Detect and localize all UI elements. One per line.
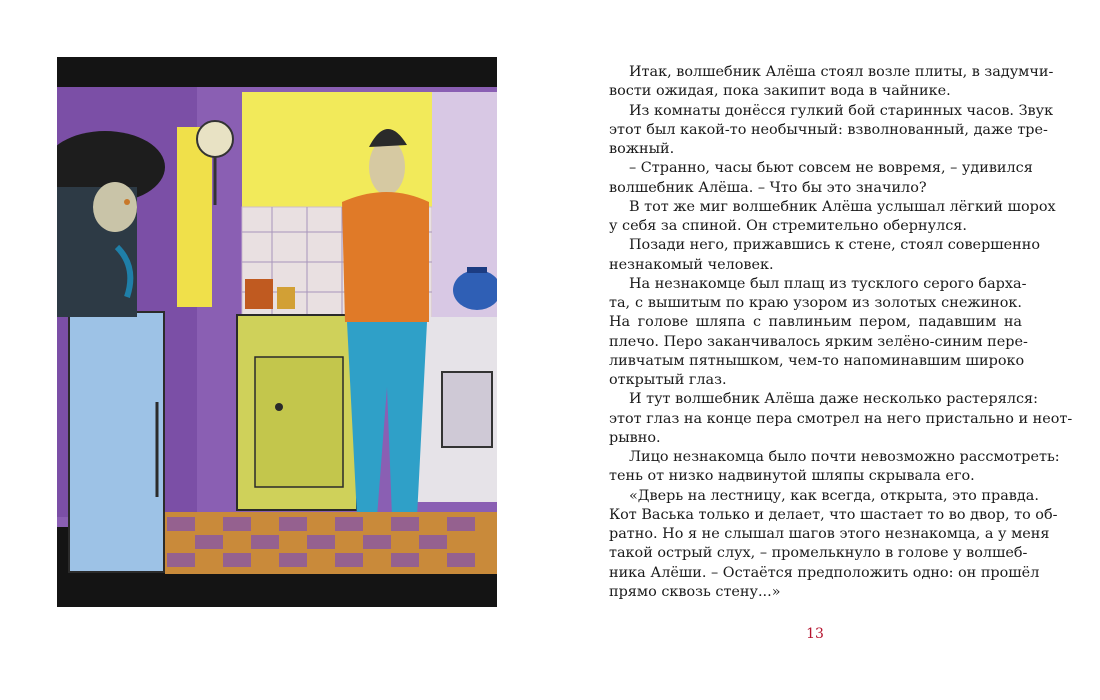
text-line: В тот же миг волшебник Алёша услышал лёгкий шорох: [629, 198, 1056, 215]
text-line: этот глаз на конце пера смотрел на него пристально и неот-: [609, 410, 1073, 427]
text-line: На голове шляпа с павлиньим пером, падавшим на: [609, 314, 1022, 331]
text-line: плечо. Перо заканчивалось ярким зелёно-синим пере-: [609, 333, 1028, 350]
text-line: ратно. Но я не слышал шагов этого незнакомца, а у меня: [609, 526, 1050, 542]
text-line: – Странно, часы бьют совсем не вовремя, – удивился: [629, 160, 1033, 177]
text-line: ливчатым пятнышком, чем-то напоминавшим широко: [609, 352, 1025, 369]
text-line: вости ожидая, пока закипит вода в чайнике.: [609, 83, 951, 100]
kitchen-scene-illustration: [57, 57, 497, 607]
text-line: прямо сквозь стену...»: [609, 583, 781, 600]
text-line: тень от низко надвинутой шляпы скрывала его.: [609, 468, 975, 485]
page-number: 13: [806, 626, 824, 642]
text-line: у себя за спиной. Он стремительно обернулся.: [609, 218, 967, 234]
text-line: такой острый слух, – промелькнуло в голове у волшеб-: [609, 545, 1028, 562]
text-line: Лицо незнакомца было почти невозможно рассмотреть:: [629, 449, 1060, 465]
text-line: Итак, волшебник Алёша стоял возле плиты, в задумчи-: [629, 64, 1054, 80]
text-line: та, с вышитым по краю узором из золотых снежинок.: [609, 295, 1022, 311]
book-illustration: [57, 57, 497, 607]
text-line: Из комнаты донёсся гулкий бой старинных часов. Звук: [629, 102, 1054, 119]
text-line: этот был какой-то необычный: взволнованный, даже тре-: [609, 121, 1048, 138]
page-text: [609, 63, 1073, 602]
text-line: незнакомый человек.: [609, 256, 774, 273]
text-line: И тут волшебник Алёша даже несколько растерялся:: [629, 391, 1038, 408]
text-line: волшебник Алёша. – Что бы это значило?: [609, 179, 927, 196]
text-line: Кот Васька только и делает, что шастает то во двор, то об-: [609, 506, 1058, 523]
text-line: Позади него, прижавшись к стене, стоял совершенно: [629, 237, 1041, 254]
text-line: рывно.: [609, 429, 661, 446]
text-line: открытый глаз.: [609, 372, 727, 388]
text-line: ника Алёши. – Остаётся предположить одно: он прошёл: [609, 564, 1040, 581]
text-line: вожный.: [609, 141, 675, 157]
text-line: На незнакомце был плащ из тусклого серого барха-: [629, 275, 1027, 292]
text-line: «Дверь на лестницу, как всегда, открыта, это правда.: [629, 487, 1039, 504]
